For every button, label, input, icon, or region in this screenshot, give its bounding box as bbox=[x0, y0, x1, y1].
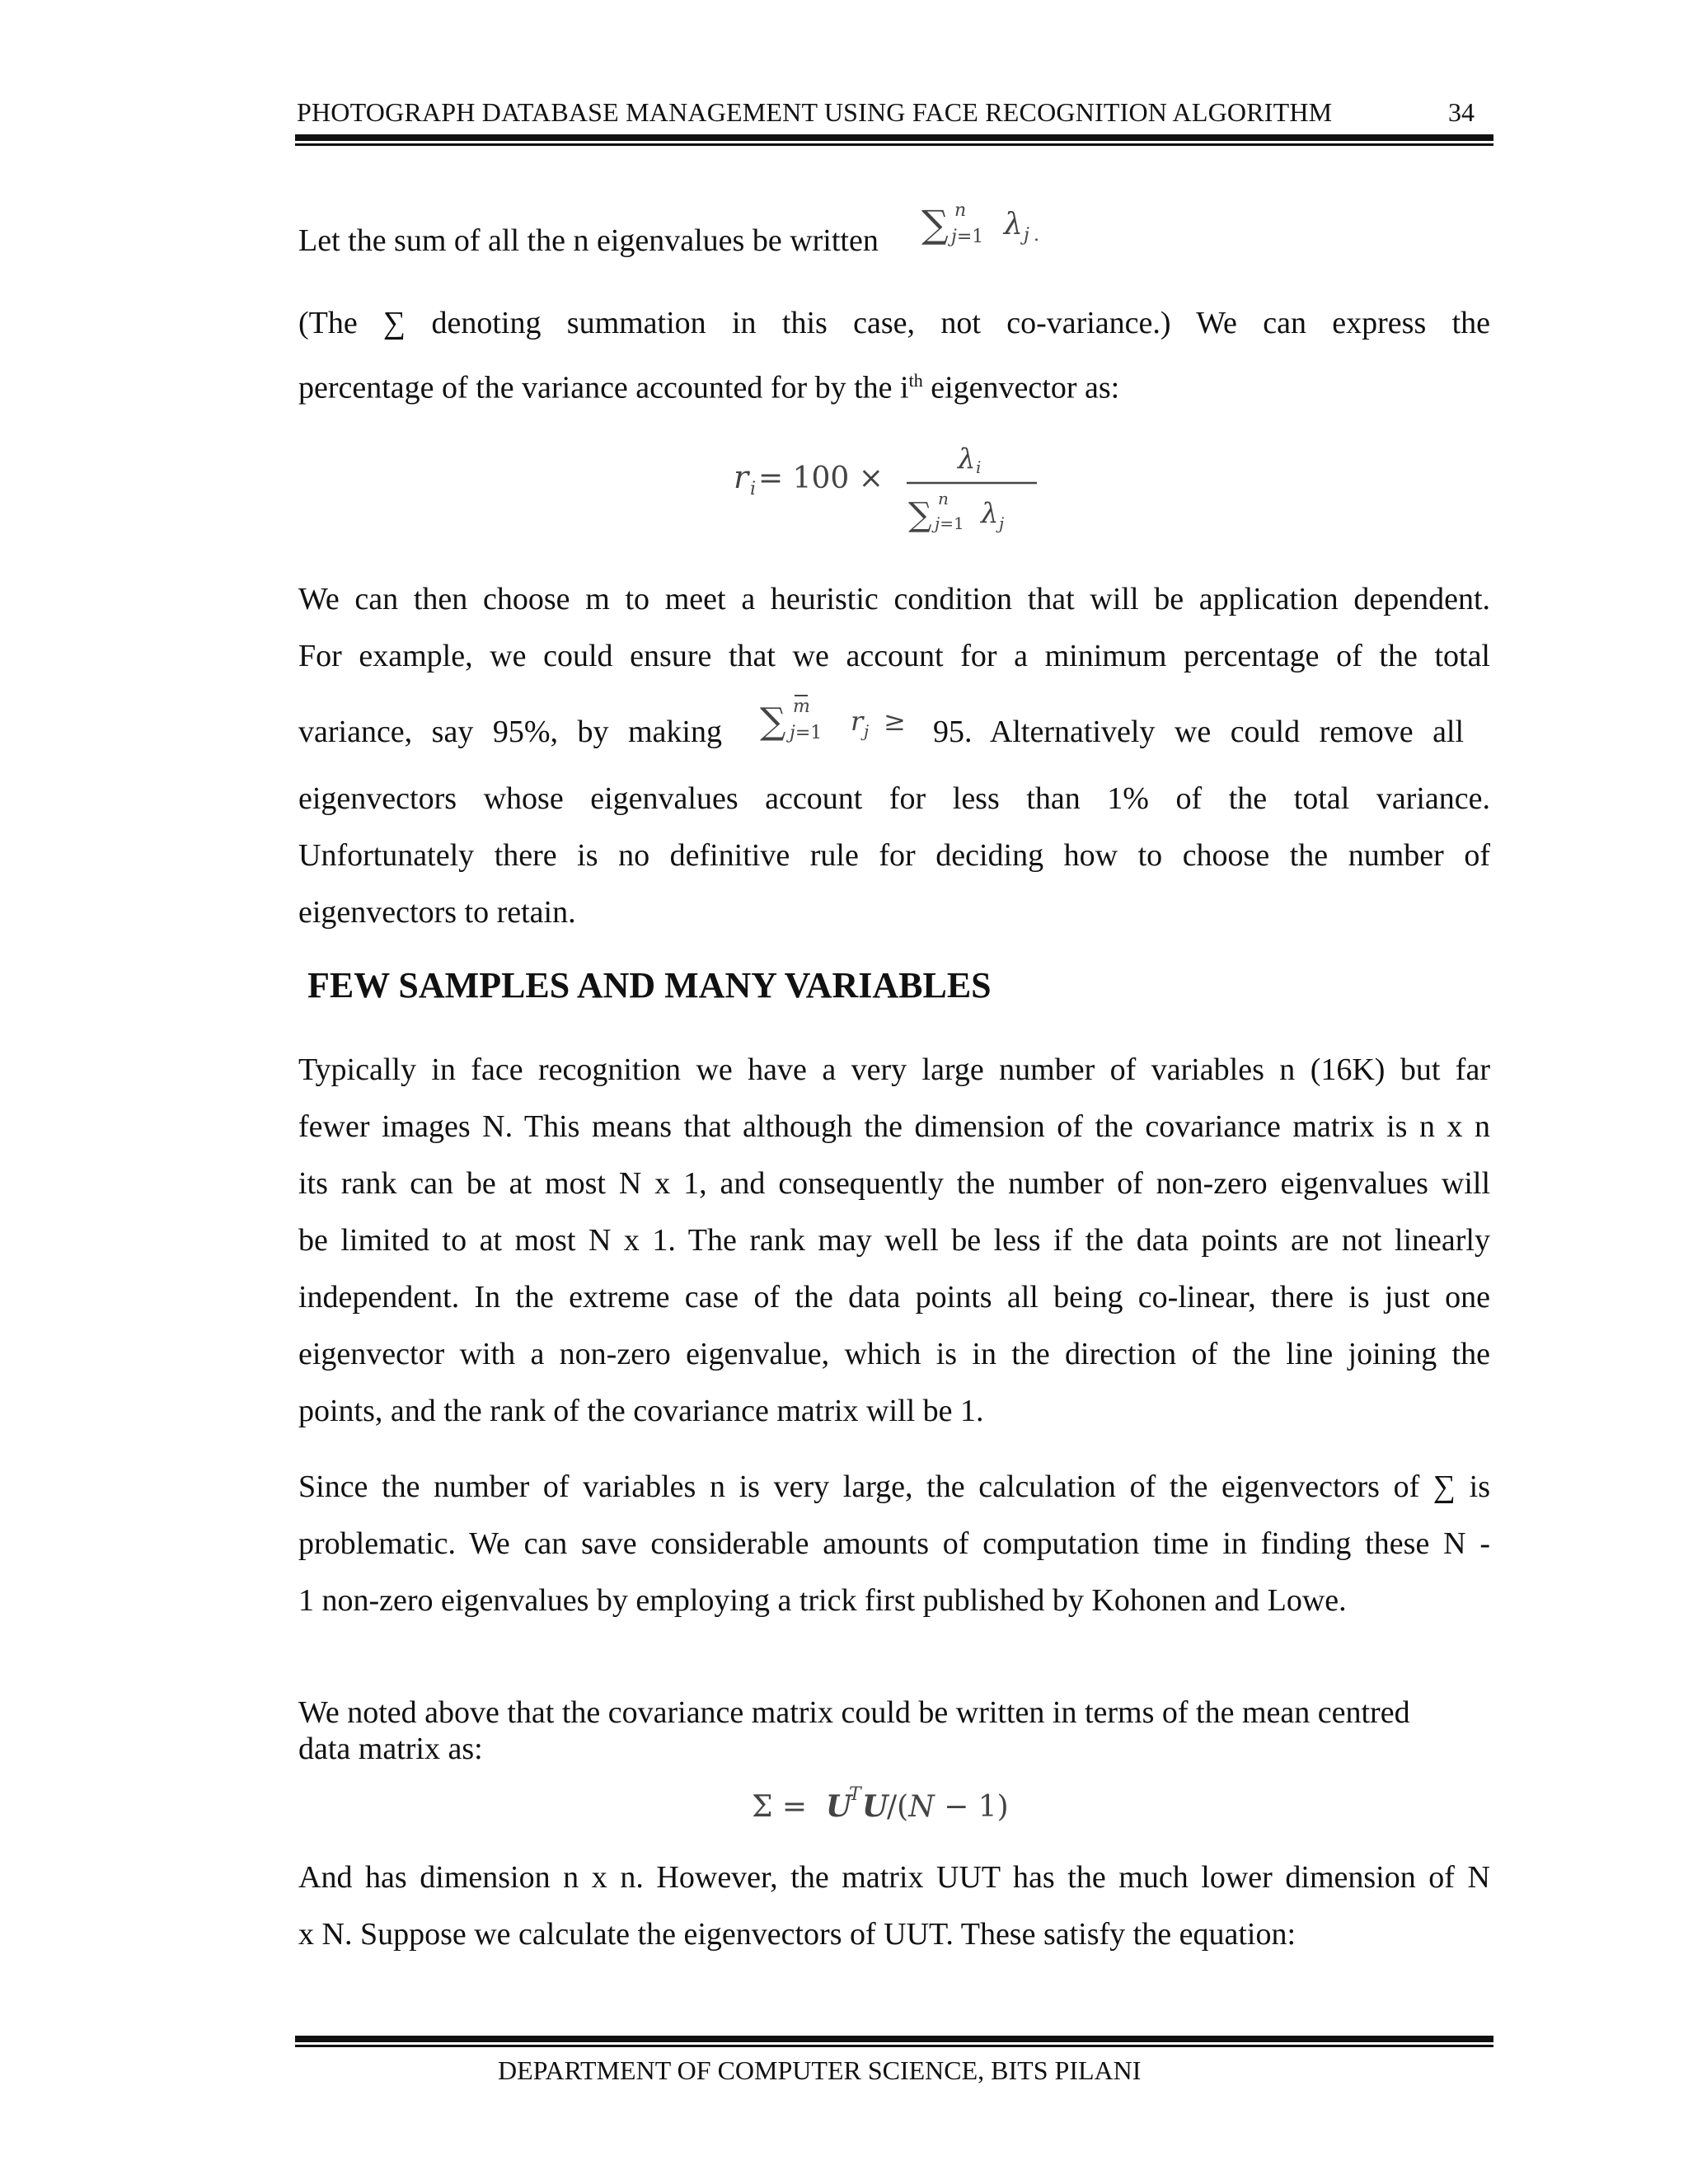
svg-text:i: i bbox=[976, 457, 982, 477]
footer-department: DEPARTMENT OF COMPUTER SCIENCE, BITS PILANI bbox=[498, 2055, 1142, 2085]
para5-line: We noted above that the covariance matrix could be written in terms of the mean centred bbox=[298, 1695, 1410, 1730]
para2-line3-a: variance, say 95%, by making bbox=[298, 715, 722, 749]
para2-line4: eigenvectors whose eigenvalues account for less than 1% of the total variance. bbox=[298, 781, 1490, 816]
para3-line: fewer images N. This means that although the dimension of the covariance matrix is n x n bbox=[298, 1109, 1490, 1144]
para2-line6: eigenvectors to retain. bbox=[298, 895, 576, 930]
para4-line: Since the number of variables n is very large, the calculation of the eigenvectors of ∑ is bbox=[298, 1469, 1490, 1504]
svg-text:T: T bbox=[849, 1784, 861, 1805]
para4-line: problematic. We can save considerable amounts of computation time in finding these N - bbox=[298, 1526, 1490, 1561]
section-heading: FEW SAMPLES AND MANY VARIABLES bbox=[307, 965, 992, 1005]
para1-line1: (The ∑ denoting summation in this case, not co-variance.) We can express the bbox=[298, 306, 1490, 340]
svg-text:∑: ∑ bbox=[921, 202, 949, 246]
equation-covariance bbox=[752, 1780, 1048, 1830]
svg-text:r: r bbox=[851, 705, 864, 737]
svg-text:∑: ∑ bbox=[760, 701, 786, 743]
paragraph-variance-percentage bbox=[298, 295, 1490, 417]
para1-line2-b: eigenvector as: bbox=[922, 370, 1120, 405]
svg-text:.: . bbox=[1034, 225, 1039, 246]
equation-ri bbox=[734, 437, 1047, 536]
para2-line3-b: 95. Alternatively we could remove all bbox=[933, 715, 1465, 749]
svg-text:j=1: j=1 bbox=[790, 723, 823, 743]
para3-line: its rank can be at most N x 1, and consequently the number of non-zero eigenvalues will bbox=[298, 1166, 1490, 1201]
para4-line: 1 non-zero eigenvalues by employing a trick first published by Kohonen and Lowe. bbox=[298, 1583, 1347, 1618]
svg-text:λ: λ bbox=[981, 497, 999, 530]
svg-text:/(N − 1): /(N − 1) bbox=[887, 1790, 1009, 1824]
paragraph-kohonen-trick bbox=[298, 1459, 1490, 1629]
svg-text:λ: λ bbox=[1004, 208, 1023, 241]
svg-text:j: j bbox=[1024, 225, 1029, 246]
svg-text:j: j bbox=[864, 721, 870, 741]
inline-formula-sum-r bbox=[760, 689, 925, 755]
svg-text:m: m bbox=[793, 696, 810, 717]
svg-text:Σ =: Σ = bbox=[752, 1790, 808, 1824]
para3-line: be limited to at most N x 1. The rank may well be less if the data points are not linearly bbox=[298, 1223, 1490, 1258]
svg-text:j=1: j=1 bbox=[935, 513, 964, 533]
para2-line1: We can then choose m to meet a heuristic condition that will be application dependent. bbox=[298, 582, 1490, 616]
para6-line: And has dimension n x n. However, the matrix UUT has the much lower dimension of N bbox=[298, 1860, 1490, 1895]
para2-line2: For example, we could ensure that we account for a minimum percentage of the total bbox=[298, 639, 1490, 673]
footer-rule-thick bbox=[295, 2036, 1493, 2042]
footer-rule-thin bbox=[295, 2045, 1493, 2047]
page-number: 34 bbox=[1448, 97, 1475, 127]
svg-text:n: n bbox=[954, 200, 967, 221]
svg-text:λ: λ bbox=[958, 443, 976, 476]
paragraph-uut bbox=[298, 1849, 1490, 1963]
equation-ri-mid: = 100 × bbox=[758, 462, 884, 495]
svg-text:≥: ≥ bbox=[884, 705, 906, 737]
header-rule-thin bbox=[295, 143, 1493, 146]
para3-line: points, and the rank of the covariance matrix will be 1. bbox=[298, 1394, 984, 1428]
svg-text:U: U bbox=[862, 1789, 889, 1824]
equation-ri-lhs: r bbox=[734, 459, 749, 495]
sum-intro-text: Let the sum of all the n eigenvalues be written bbox=[298, 223, 879, 258]
paragraph-heuristic bbox=[298, 571, 1490, 685]
header-rule-thick bbox=[295, 134, 1493, 141]
para1-line2-a: percentage of the variance accounted for by the i bbox=[298, 370, 909, 405]
equation-ri-sub: i bbox=[750, 479, 757, 499]
svg-text:j=1: j=1 bbox=[951, 227, 984, 247]
para2-line5: Unfortunately there is no definitive rule for deciding how to choose the number of bbox=[298, 838, 1490, 873]
svg-text:U: U bbox=[826, 1789, 852, 1824]
paragraph-covariance-intro bbox=[298, 1694, 1485, 1767]
paragraph-heuristic-cont bbox=[298, 771, 1490, 941]
para6-line: x N. Suppose we calculate the eigenvectors of UUT. These satisfy the equation: bbox=[298, 1917, 1296, 1952]
para3-line: independent. In the extreme case of the data points all being co-linear, there is just one bbox=[298, 1280, 1490, 1315]
para1-line2 bbox=[298, 352, 1490, 417]
para3-line: Typically in face recognition we have a very large number of variables n (16K) but far bbox=[298, 1052, 1490, 1087]
inline-formula-sum-lambda bbox=[921, 194, 1062, 252]
superscript-th: th bbox=[908, 370, 923, 391]
svg-text:n: n bbox=[938, 489, 949, 509]
sum-intro bbox=[298, 223, 879, 259]
svg-text:j: j bbox=[999, 513, 1005, 533]
paragraph-few-samples bbox=[298, 1042, 1490, 1440]
para5-line: data matrix as: bbox=[298, 1732, 483, 1766]
svg-text:∑: ∑ bbox=[908, 496, 932, 534]
running-header-title: PHOTOGRAPH DATABASE MANAGEMENT USING FACE RECOGNITION ALGORITHM bbox=[297, 97, 1333, 127]
para3-line: eigenvector with a non-zero eigenvalue, which is in the direction of the line joining the bbox=[298, 1337, 1490, 1371]
